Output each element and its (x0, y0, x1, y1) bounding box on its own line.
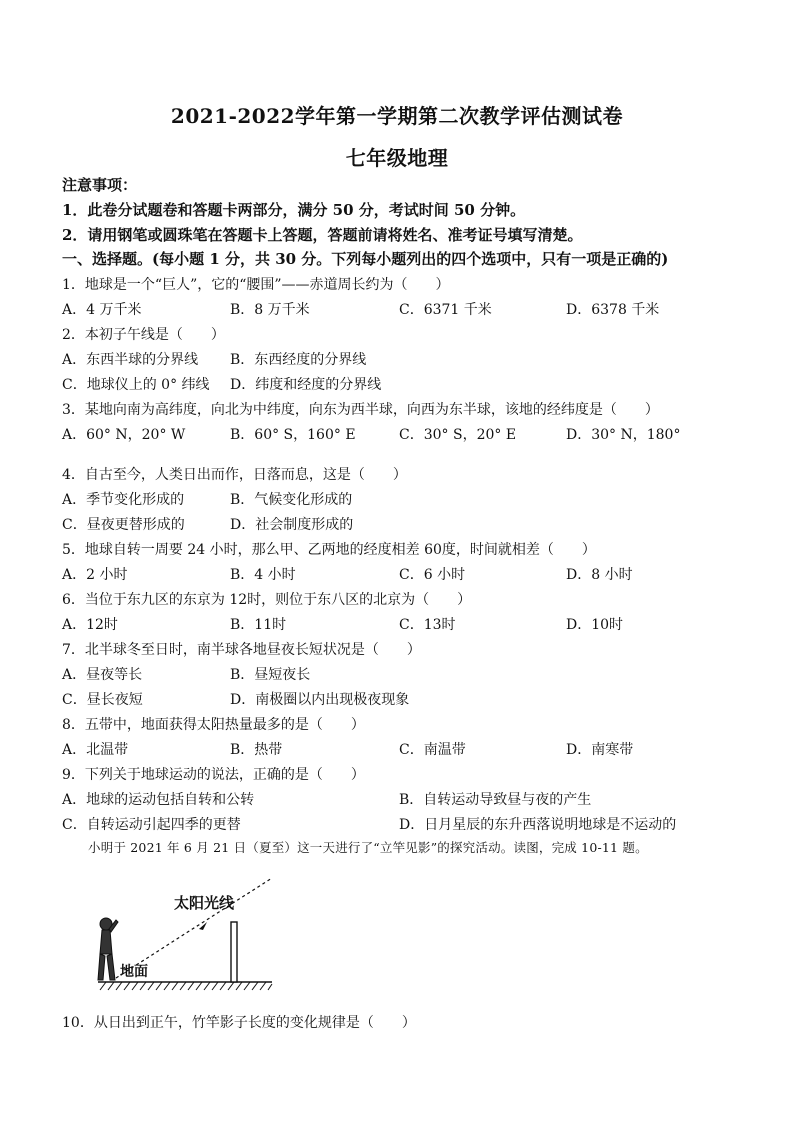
option-d: D．8 小时 (566, 567, 633, 583)
option-b: B．11时 (230, 617, 287, 633)
option-d: D．南极圈以内出现极夜现象 (230, 692, 410, 708)
passage-intro: 小明于 2021 年 6 月 21 日（夏至）这一天进行了“立竿见影”的探究活动。读图，完成 10-11 题。 (88, 840, 648, 855)
question-stem: 7．北半球冬至日时，南半球各地昼夜长短状况是（ ） (62, 642, 421, 658)
option-b: B．60° S，160° E (230, 427, 356, 443)
option-a: A．季节变化形成的 (62, 492, 185, 508)
option-a: A．60° N，20° W (62, 427, 186, 443)
option-a: A．昼夜等长 (62, 667, 143, 683)
option-a: A．12时 (62, 617, 118, 633)
ray-arrow-icon (199, 922, 207, 930)
question-stem: 8．五带中，地面获得太阳热量最多的是（ ） (62, 717, 365, 733)
person-icon (98, 918, 118, 980)
option-b: B．热带 (230, 742, 283, 758)
option-a: A．地球的运动包括自转和公转 (62, 792, 255, 808)
option-d: D．日月星辰的东升西落说明地球是不运动的 (399, 817, 677, 833)
question-stem: 10．从日出到正午，竹竿影子长度的变化规律是（ ） (62, 1015, 416, 1031)
exam-subtitle: 七年级地理 (345, 146, 449, 170)
question-stem: 6．当位于东九区的东京为 12时，则位于东八区的北京为（ ） (62, 592, 472, 608)
question-stem: 1．地球是一个“巨人”，它的“腰围”——赤道周长约为（ ） (62, 277, 450, 293)
option-a: A．北温带 (62, 742, 129, 758)
option-d: D．6378 千米 (566, 302, 660, 318)
ground-hatch (100, 982, 272, 990)
option-c: C．13时 (399, 617, 456, 633)
sunlight-ray (116, 878, 272, 978)
option-d: D．10时 (566, 617, 624, 633)
option-c: C．30° S，20° E (399, 427, 517, 443)
option-c: C．昼夜更替形成的 (62, 517, 185, 533)
note-item-2: 2．请用钢笔或圆珠笔在答题卡上答题，答题前请将姓名、准考证号填写清楚。 (62, 226, 583, 244)
option-b: B．昼短夜长 (230, 667, 311, 683)
question-stem: 3．某地向南为高纬度，向北为中纬度，向东为西半球，向西为东半球，该地的经纬度是（ ） (62, 402, 659, 418)
bamboo-pole (231, 922, 237, 982)
option-d: D．纬度和经度的分界线 (230, 377, 382, 393)
option-b: B．4 小时 (230, 567, 296, 583)
sun-shadow-figure (90, 872, 290, 1000)
question-stem: 9．下列关于地球运动的说法，正确的是（ ） (62, 767, 365, 783)
section-heading: 一、选择题。(每小题 1 分，共 30 分。下列每小题列出的四个选项中，只有一项是正确的) (62, 250, 669, 268)
option-d: D．社会制度形成的 (230, 517, 354, 533)
option-a: A．东西半球的分界线 (62, 352, 199, 368)
option-c: C．地球仪上的 0° 纬线 (62, 377, 210, 393)
question-stem: 4．自古至今，人类日出而作，日落而息，这是（ ） (62, 467, 407, 483)
option-c: C．自转运动引起四季的更替 (62, 817, 241, 833)
option-c: C．昼长夜短 (62, 692, 143, 708)
option-c: C．6 小时 (399, 567, 466, 583)
option-c: C．南温带 (399, 742, 466, 758)
option-b: B．自转运动导致昼与夜的产生 (399, 792, 592, 808)
option-c: C．6371 千米 (399, 302, 492, 318)
option-a: A．4 万千米 (62, 302, 142, 318)
option-b: B．东西经度的分界线 (230, 352, 367, 368)
sunlight-label: 太阳光线 (174, 894, 235, 912)
note-item-1: 1．此卷分试题卷和答题卡两部分，满分 50 分，考试时间 50 分钟。 (62, 201, 526, 219)
option-a: A．2 小时 (62, 567, 128, 583)
question-stem: 2．本初子午线是（ ） (62, 327, 225, 343)
ground-label: 地面 (120, 964, 148, 980)
option-d: D．南寒带 (566, 742, 634, 758)
exam-title: 2021-2022学年第一学期第二次教学评估测试卷 (170, 104, 624, 128)
option-b: B．气候变化形成的 (230, 492, 353, 508)
question-stem: 5．地球自转一周要 24 小时，那么甲、乙两地的经度相差 60度，时间就相差（ ） (62, 542, 596, 558)
option-d: D．30° N，180° (566, 427, 681, 443)
option-b: B．8 万千米 (230, 302, 310, 318)
notes-heading: 注意事项： (62, 176, 138, 194)
